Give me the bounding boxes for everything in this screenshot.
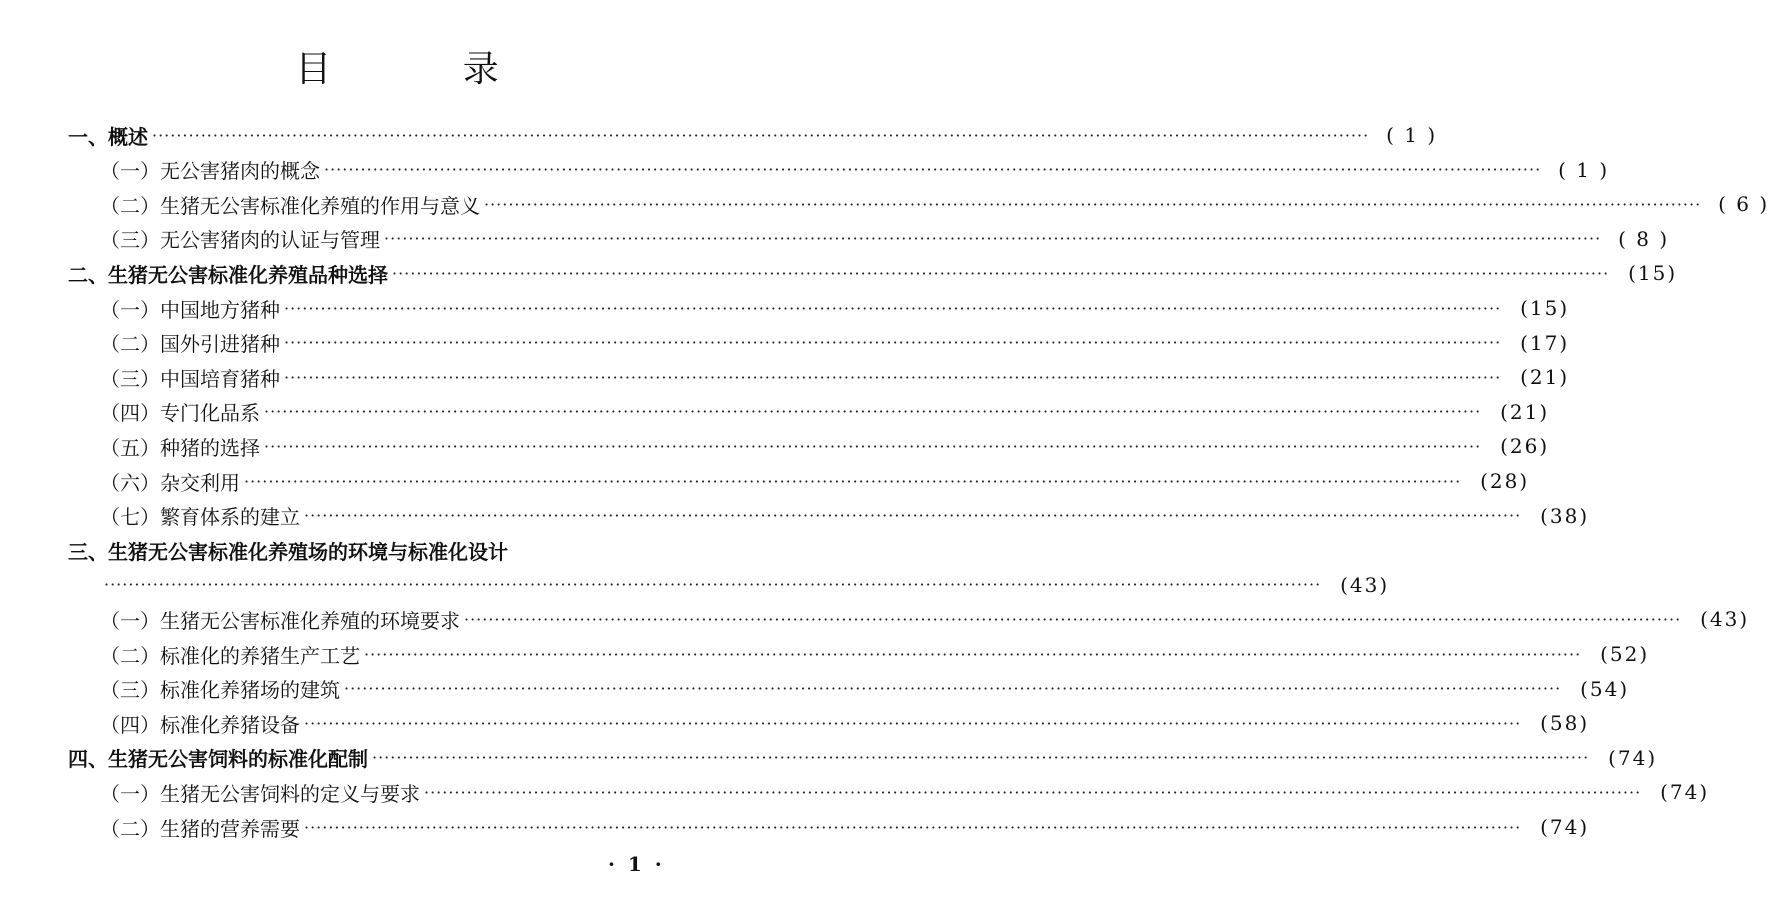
toc-entry-page: (43) [1700, 607, 1750, 632]
toc-entry-label: （一）中国地方猪种 [100, 297, 280, 322]
toc-leader-dots: ········································································································································································································ [284, 333, 1502, 353]
toc-leader-dots: ········································································································································································································ [264, 436, 1482, 456]
toc-leader-dots: ········································································································································································································ [284, 298, 1502, 318]
toc-leader-dots: ········································································································································································································ [424, 782, 1642, 802]
toc-leader-dots: ········································································································································································································ [372, 748, 1590, 768]
toc-entry-page: (21) [1500, 399, 1550, 424]
toc-entry-label: （七）繁育体系的建立 [100, 505, 300, 530]
toc-entry-label: （三）无公害猪肉的认证与管理 [100, 228, 380, 253]
toc-leader-dots: ········································································································································································································ [464, 609, 1682, 629]
toc-entry-page: ( 1 ) [1386, 123, 1438, 147]
toc-entry-label: （二）生猪无公害标准化养殖的作用与意义 [100, 193, 480, 218]
toc-entry[interactable] [100, 464, 1530, 498]
toc-entry-page: (28) [1480, 469, 1530, 493]
toc-entry-page: (74) [1660, 780, 1710, 805]
toc-entry-page: (26) [1500, 434, 1550, 459]
toc-entry-page: (52) [1600, 642, 1650, 666]
toc-leader-dots: ········································································································································································································ [304, 713, 1522, 733]
toc-entry-label: （一）生猪无公害饲料的定义与要求 [100, 781, 420, 806]
toc-entry-label: （二）生猪的营养需要 [100, 816, 300, 841]
toc-leader-dots: ········································································································································································································ [244, 471, 1462, 491]
toc-entry-label: （二）标准化的养猪生产工艺 [100, 643, 360, 668]
toc-entry-label: 四、生猪无公害饲料的标准化配制 [68, 747, 368, 772]
toc-entry-label: （一）无公害猪肉的概念 [100, 159, 320, 184]
toc-leader-dots: ········································································································································································································ [344, 679, 1562, 699]
toc-leader-dots: ········································································································································································································ [304, 817, 1522, 837]
toc-entry-page: ( 6 ) [1718, 192, 1769, 217]
toc-entry[interactable] [100, 568, 1390, 602]
toc-entry[interactable] [100, 775, 1710, 809]
toc-entry[interactable] [100, 672, 1630, 706]
toc-entry[interactable] [100, 291, 1570, 325]
toc-entry[interactable] [68, 741, 1658, 775]
toc-entry-label: （四）专门化品系 [100, 401, 260, 426]
toc-entry-label: （一）生猪无公害标准化养殖的环境要求 [100, 608, 460, 633]
toc-entry[interactable] [100, 706, 1590, 740]
toc-leader-dots: ········································································································································································································ [152, 125, 1370, 145]
toc-entry-page: (15) [1628, 261, 1678, 286]
toc-leader-dots: ········································································································································································································ [324, 160, 1542, 180]
toc-entry-label: （五）种猪的选择 [100, 435, 260, 460]
toc-entry-page: (15) [1520, 296, 1570, 320]
toc-entry-label: （三）中国培育猪种 [100, 366, 280, 391]
toc-entry-page: (58) [1540, 711, 1590, 736]
toc-leader-dots: ········································································································································································································ [364, 644, 1582, 664]
toc-leader-dots: ········································································································································································································ [264, 402, 1482, 422]
toc-entry-page: (74) [1608, 745, 1658, 770]
toc-entry-label: （三）标准化养猪场的建筑 [100, 678, 340, 703]
page-title: 目 录 [295, 49, 559, 90]
toc-entry[interactable] [100, 360, 1570, 394]
toc-entry-page: (54) [1580, 676, 1630, 701]
toc-entry-page: (74) [1540, 815, 1590, 839]
toc-entry-label: （四）标准化养猪设备 [100, 712, 300, 737]
toc-entry[interactable] [100, 429, 1550, 463]
toc-entry-label: （六）杂交利用 [100, 470, 240, 495]
page-number: · 1 · [608, 852, 665, 876]
toc-entry[interactable] [100, 187, 1769, 221]
toc-entry-page: (21) [1520, 365, 1570, 390]
toc-entry-label: 三、生猪无公害标准化养殖场的环境与标准化设计 [68, 539, 508, 564]
toc-entry-page: (38) [1540, 503, 1590, 528]
toc-leader-dots: ········································································································································································································ [384, 229, 1602, 249]
toc-entry-page: (43) [1340, 572, 1390, 597]
toc-entry[interactable] [68, 533, 690, 567]
toc-entry-page: ( 1 ) [1558, 157, 1610, 182]
toc-leader-dots: ········································································································································································································ [484, 194, 1702, 214]
toc-entry[interactable] [100, 326, 1570, 360]
toc-entry[interactable] [100, 637, 1650, 671]
toc-entry[interactable] [100, 222, 1670, 256]
toc-leader-dots: ········································································································································································································ [392, 263, 1610, 283]
toc-entry[interactable] [100, 602, 1750, 636]
toc-entry[interactable] [100, 153, 1610, 187]
toc-leader-dots: ········································································································································································································ [104, 575, 1322, 595]
toc-leader-dots: ········································································································································································································ [284, 367, 1502, 387]
toc-entry[interactable] [100, 810, 1590, 844]
toc-entry-label: （二）国外引进猪种 [100, 332, 280, 357]
toc-leader-dots: ········································································································································································································ [304, 506, 1522, 526]
toc-entry[interactable] [68, 118, 1438, 152]
toc-entry-label: 二、生猪无公害标准化养殖品种选择 [68, 262, 388, 287]
toc-entry-page: (17) [1520, 330, 1570, 355]
toc-entry[interactable] [68, 256, 1678, 290]
toc-entry-label: 一、概述 [68, 124, 148, 149]
toc-entry[interactable] [100, 395, 1550, 429]
toc-entry-page: ( 8 ) [1618, 226, 1670, 251]
toc-entry[interactable] [100, 499, 1590, 533]
